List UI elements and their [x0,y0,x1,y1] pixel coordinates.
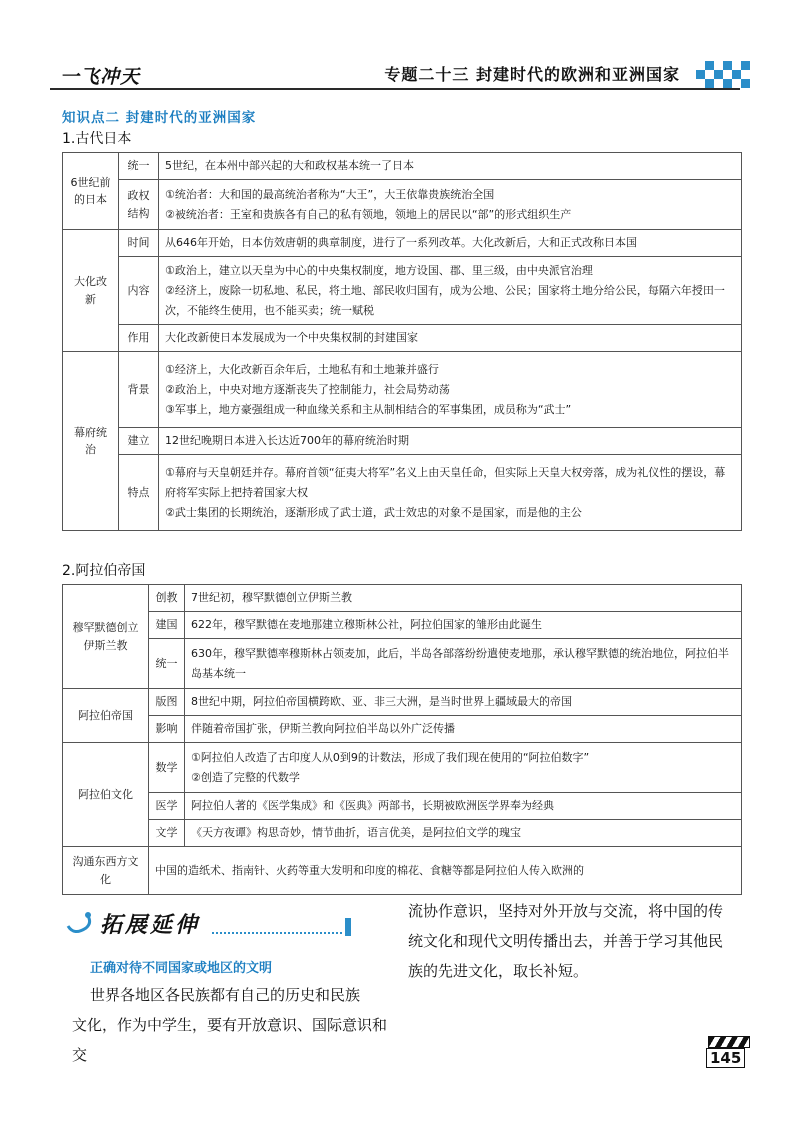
table-row [63,820,742,847]
table-row [63,716,742,743]
label-cell: 医学 [149,793,185,820]
extension-left-paragraph: 世界各地区各民族都有自己的历史和民族 文化，作为中学生，要有开放意识、国际意识和交 [72,986,388,1064]
group-cell: 阿拉伯帝国 [63,689,149,743]
extension-subtitle: 正确对待不同国家或地区的文明 [90,961,273,976]
table-row [63,153,742,180]
page-header [50,58,750,98]
checker-decoration [696,60,750,90]
clapper-icon [708,1036,750,1048]
banner-dots [212,932,342,934]
label-cell: 数学 [149,743,185,793]
table-row [63,257,742,325]
content-cell: 7世纪初，穆罕默德创立伊斯兰教 [185,585,742,612]
page-number-text: 145 [706,1048,745,1068]
content-cell: 大化改新使日本发展成为一个中央集权制的封建国家 [159,325,742,352]
content-cell: ①政治上，建立以天皇为中心的中央集权制度，地方设国、郡、里三级，由中央派官治理 ②经济上，废除一切私地、私民，将土地、部民收归国有，成为公地、公民；国家将土地分给公民，每隔六年授田一次，不能终生使用，也不能买卖；统一赋税 [159,257,742,325]
table-row [63,847,742,895]
brand-logo: 一飞冲天 [60,66,141,88]
section-title: 知识点二 封建时代的亚洲国家 [62,110,257,126]
table-row [63,612,742,639]
label-cell: 特点 [119,455,159,531]
japan-table [62,152,742,531]
table-row [63,793,742,820]
table-row [63,743,742,793]
table-row [63,455,742,531]
label-cell: 统一 [119,153,159,180]
content-cell: 8世纪中期，阿拉伯帝国横跨欧、亚、非三大洲，是当时世界上疆域最大的帝国 [185,689,742,716]
chapter-title: 专题二十三 封建时代的欧洲和亚洲国家 [384,65,680,84]
label-cell: 建立 [119,428,159,455]
arab-table [62,584,742,895]
header-divider [50,88,740,90]
content-cell: ①阿拉伯人改造了古印度人从0到9的计数法，形成了我们现在使用的“阿拉伯数字” ②创造了完整的代数学 [185,743,742,793]
group-cell: 幕府统治 [63,352,119,531]
content-cell: 中国的造纸术、指南针、火药等重大发明和印度的棉花、食糖等都是阿拉伯人传入欧洲的 [149,847,742,895]
content-cell: ①经济上，大化改新百余年后，土地私有和土地兼并盛行 ②政治上，中央对地方逐渐丧失了控制能力，社会局势动荡 ③军事上，地方豪强组成一种血缘关系和主从制相结合的军事集团，成员称为“武士” [159,352,742,428]
label-cell: 背景 [119,352,159,428]
group-cell: 6世纪前的日本 [63,153,119,230]
label-cell: 文学 [149,820,185,847]
japan-title: 1.古代日本 [62,131,132,147]
label-cell: 政权结构 [119,180,159,230]
content-cell: ①统治者：大和国的最高统治者称为“大王”，大王依靠贵族统治全国 ②被统治者：王室和贵族各有自己的私有领地，领地上的居民以“部”的形式组织生产 [159,180,742,230]
label-cell: 时间 [119,230,159,257]
label-cell: 建国 [149,612,185,639]
banner-bar [345,918,351,936]
label-cell: 统一 [149,639,185,689]
content-cell: 5世纪，在本州中部兴起的大和政权基本统一了日本 [159,153,742,180]
table-row [63,428,742,455]
group-cell: 大化改新 [63,230,119,352]
table-row [63,689,742,716]
label-cell: 版图 [149,689,185,716]
arab-title: 2.阿拉伯帝国 [62,563,146,579]
content-cell: 伴随着帝国扩张，伊斯兰教向阿拉伯半岛以外广泛传播 [185,716,742,743]
content-cell: 630年，穆罕默德率穆斯林占领麦加，此后，半岛各部落纷纷遣使麦地那，承认穆罕默德的统治地位，阿拉伯半岛基本统一 [185,639,742,689]
table-row [63,585,742,612]
group-cell: 阿拉伯文化 [63,743,149,847]
extension-title: 拓展延伸 [100,913,201,938]
content-cell: 《天方夜谭》构思奇妙，情节曲折，语言优美，是阿拉伯文学的瑰宝 [185,820,742,847]
label-cell: 影响 [149,716,185,743]
content-cell: 622年，穆罕默德在麦地那建立穆斯林公社，阿拉伯国家的雏形由此诞生 [185,612,742,639]
table-row [63,230,742,257]
label-cell: 内容 [119,257,159,325]
swirl-icon [64,910,94,936]
table-row [63,325,742,352]
content-cell: 阿拉伯人著的《医学集成》和《医典》两部书，长期被欧洲医学界奉为经典 [185,793,742,820]
content-cell: 12世纪晚期日本进入长达近700年的幕府统治时期 [159,428,742,455]
label-cell: 作用 [119,325,159,352]
label-cell: 创教 [149,585,185,612]
group-cell: 沟通东西方文化 [63,847,149,895]
content-cell: ①幕府与天皇朝廷并存。幕府首领“征夷大将军”名义上由天皇任命，但实际上天皇大权旁落，成为礼仪性的摆设，幕府将军实际上把持着国家大权 ②武士集团的长期统治，逐渐形成了武士道，武士效忠的对象不是国家，而是他的主公 [159,455,742,531]
group-cell: 穆罕默德创立伊斯兰教 [63,585,149,689]
extension-banner [62,906,297,942]
page-number [706,1036,752,1070]
extension-right-paragraph: 流协作意识，坚持对外开放与交流，将中国的传 统文化和现代文明传播出去，并善于学习其他民 族的先进文化，取长补短。 [408,902,724,980]
table-row [63,639,742,689]
table-row [63,352,742,428]
table-row [63,180,742,230]
content-cell: 从646年开始，日本仿效唐朝的典章制度，进行了一系列改革。大化改新后，大和正式改称日本国 [159,230,742,257]
